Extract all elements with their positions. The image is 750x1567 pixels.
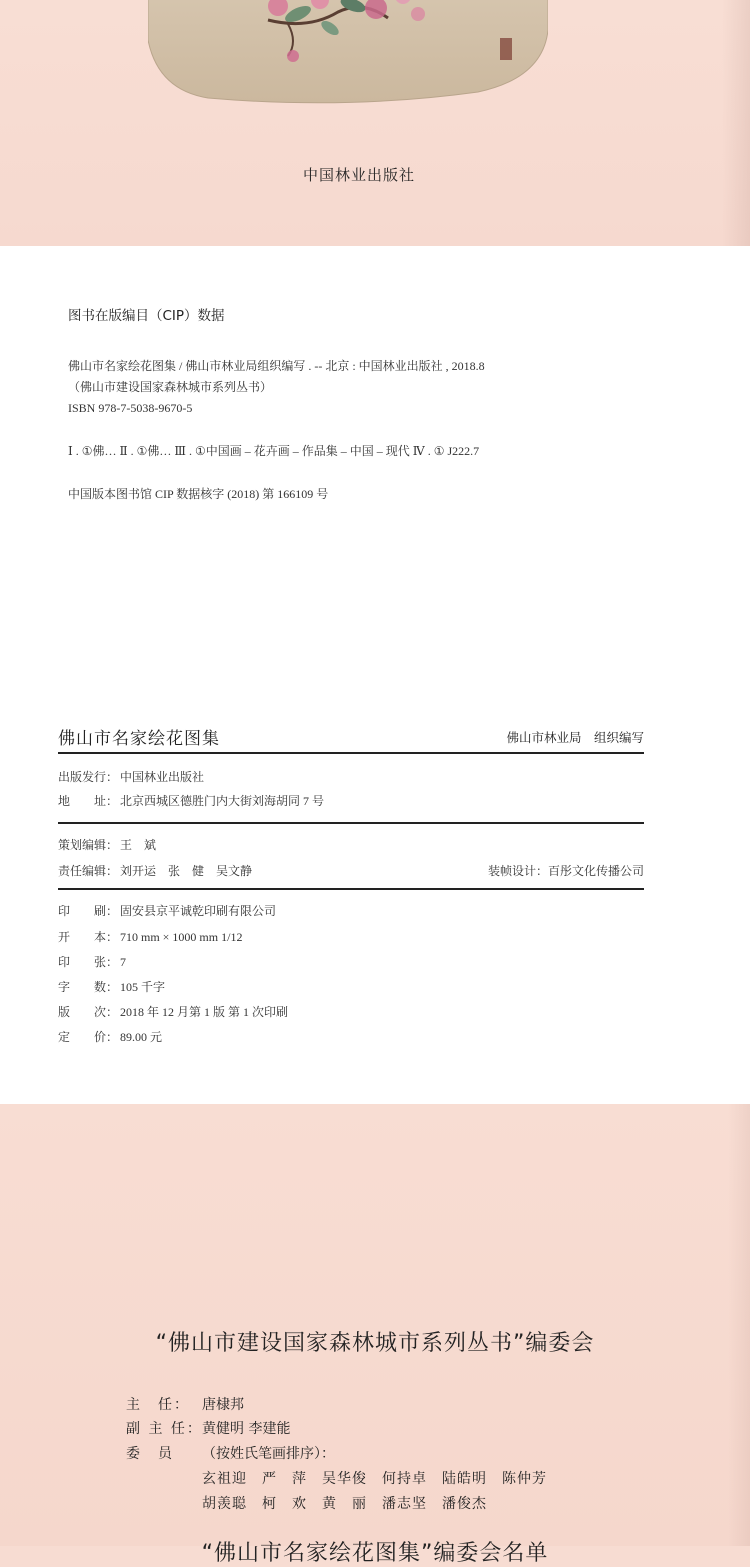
design-label: 装帧设计： — [487, 864, 548, 878]
divider-rule-2 — [58, 822, 644, 824]
board-title: “佛山市建设国家森林城市系列丛书”编委会 — [155, 1331, 595, 1356]
cover-top-section — [0, 0, 750, 246]
format-label: 开 本： — [58, 930, 119, 944]
format-row — [58, 928, 242, 945]
print-value: 固安县京平诚乾印刷有限公司 — [120, 904, 277, 918]
price-label: 定 价： — [58, 1030, 119, 1044]
edition-label: 版 次： — [58, 1005, 119, 1019]
cip-heading: 图书在版编目（CIP）数据 — [68, 308, 225, 324]
book-title: 佛山市名家绘花图集 — [58, 729, 220, 749]
sheets-label: 印 张： — [58, 955, 119, 969]
cip-classification: Ⅰ . ①佛… Ⅱ . ①佛… Ⅲ . ①中国画 – 花卉画 – 作品集 – 中国 – 现代 Ⅳ . ① J222.7 — [68, 444, 480, 458]
members-note: （按姓氏笔画排序）： — [202, 1446, 335, 1462]
cip-isbn: ISBN 978-7-5038-9670-5 — [68, 401, 193, 415]
words-value: 105 千字 — [120, 980, 166, 994]
print-row — [58, 902, 276, 919]
format-value: 710 mm × 1000 mm 1/12 — [120, 930, 243, 944]
edition-row — [58, 1003, 288, 1020]
page-fold-shadow — [728, 1104, 750, 1546]
next-board-title: “佛山市名家绘花图集”编委会名单 — [201, 1541, 549, 1566]
price-row — [58, 1028, 162, 1045]
director-label: 主 任： — [126, 1397, 190, 1413]
compiled-by: 佛山市林业局 组织编写 — [506, 730, 644, 745]
sheets-value: 7 — [120, 955, 126, 969]
address-row — [58, 792, 324, 809]
planning-editor-row — [58, 836, 156, 853]
deputy-label: 副 主 任： — [126, 1421, 203, 1437]
publisher-label: 出版发行： — [58, 770, 119, 784]
planning-editor-label: 策划编辑： — [58, 838, 119, 852]
address-value: 北京西城区德胜门内大街刘海胡同 7 号 — [120, 794, 325, 808]
director-value: 唐棣邦 — [202, 1397, 244, 1413]
edition-value: 2018 年 12 月第 1 版 第 1 次印刷 — [120, 1005, 289, 1019]
responsible-editor-row — [58, 862, 252, 879]
cip-data-number: 中国版本图书馆 CIP 数据核字 (2018) 第 166109 号 — [68, 487, 329, 501]
cip-imprint-page — [0, 246, 750, 1104]
address-label: 地 址： — [58, 794, 119, 808]
deputy-value: 黄健明 李建能 — [202, 1421, 291, 1437]
design-value: 百彤文化传播公司 — [547, 864, 644, 878]
design-row — [488, 862, 644, 879]
page-fold-shadow — [722, 0, 750, 246]
publisher-value: 中国林业出版社 — [120, 770, 205, 784]
print-label: 印 刷： — [58, 904, 119, 918]
words-row — [58, 978, 165, 995]
members-list-row-2: 胡羡聪 柯 欢 黄 丽 潘志坚 潘俊杰 — [202, 1496, 487, 1512]
planning-editor-value: 王 斌 — [120, 838, 157, 852]
publisher-row — [58, 768, 204, 785]
words-label: 字 数： — [58, 980, 119, 994]
divider-rule-3 — [58, 888, 644, 890]
responsible-editor-value: 刘开运 张 健 吴文静 — [120, 864, 253, 878]
cover-publisher: 中国林业出版社 — [302, 168, 415, 184]
painted-fan-illustration — [148, 0, 548, 104]
responsible-editor-label: 责任编辑： — [58, 864, 119, 878]
director-row — [126, 1394, 244, 1414]
members-list-row-1: 玄祖迎 严 萍 吴华俊 何持卓 陆皓明 陈仲芳 — [202, 1471, 547, 1487]
cip-record-line-2: （佛山市建设国家森林城市系列丛书） — [68, 380, 273, 394]
deputy-row — [126, 1418, 290, 1438]
members-label: 委 员 — [126, 1446, 174, 1462]
divider-rule-1 — [58, 752, 644, 754]
sheets-row — [58, 953, 126, 970]
price-value: 89.00 元 — [120, 1030, 163, 1044]
editorial-board-page — [0, 1104, 750, 1566]
cip-record-line-1: 佛山市名家绘花图集 / 佛山市林业局组织编写 . -- 北京 : 中国林业出版社 , 2018.8 — [68, 359, 485, 373]
members-row — [126, 1443, 335, 1463]
